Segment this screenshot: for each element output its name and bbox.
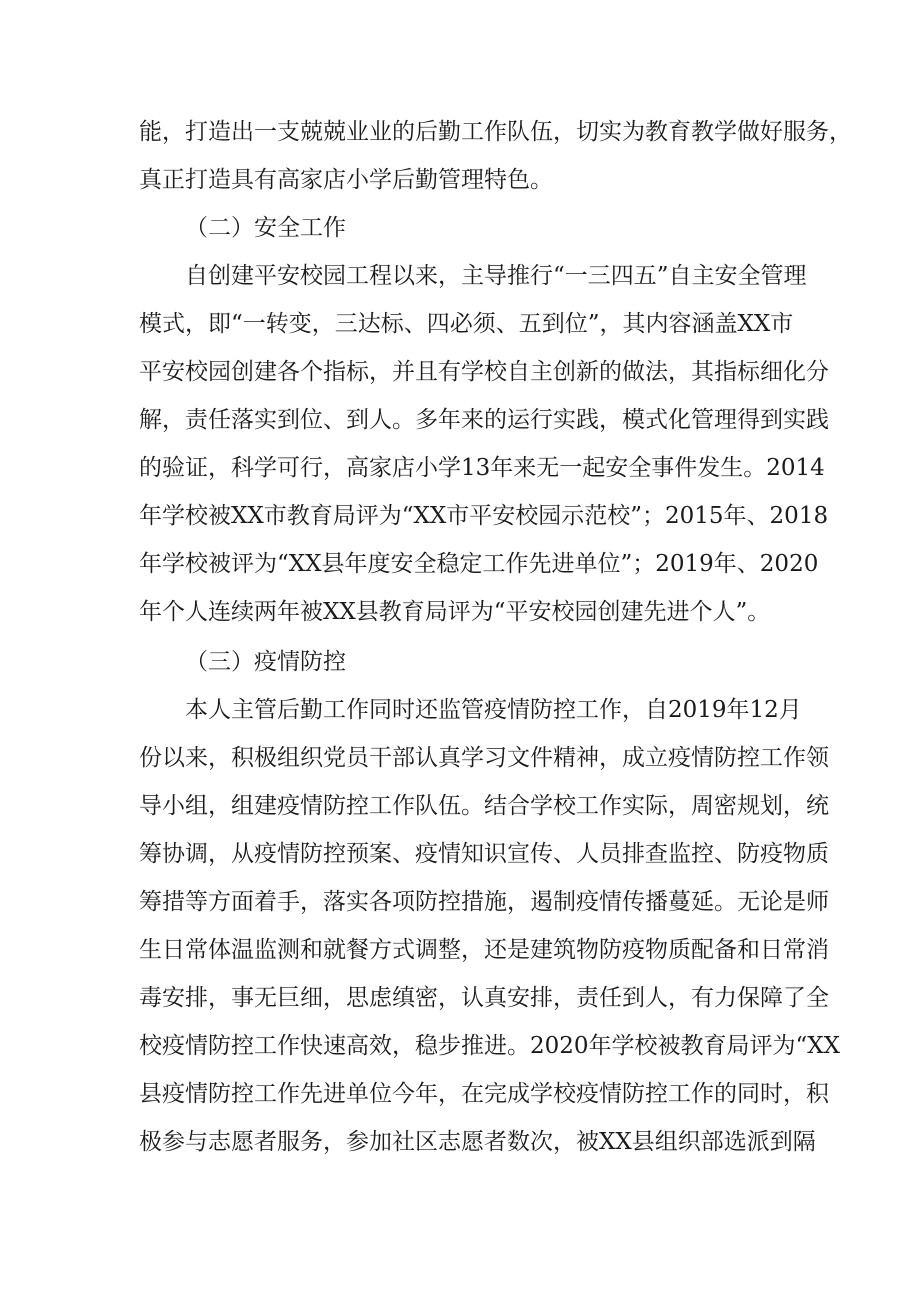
paragraph-3-line-4: 筹协调，从疫情防控预案、疫情知识宣传、人员排查监控、防疫物质 xyxy=(139,841,829,867)
paragraph-1-line-1: 能，打造出一支兢兢业业的后勤工作队伍，切实为教育教学做好服务， xyxy=(139,119,852,145)
paragraph-3-line-3: 导小组，组建疫情防控工作队伍。结合学校工作实际，周密规划，统 xyxy=(139,793,829,819)
paragraph-2-line-1: 自创建平安校园工程以来，主导推行“一三四五”自主安全管理 xyxy=(185,263,807,289)
section-heading-epidemic: （三）疫情防控 xyxy=(185,649,346,675)
paragraph-2-line-6: 年学校被XX市教育局评为“XX市平安校园示范校”；2015年、2018 xyxy=(139,503,829,529)
paragraph-3-line-10: 极参与志愿者服务，参加社区志愿者数次，被XX县组织部选派到隔 xyxy=(139,1129,816,1155)
paragraph-2-line-2: 模式，即“一转变，三达标、四必须、五到位”，其内容涵盖XX市 xyxy=(139,311,794,337)
paragraph-2-line-8: 年个人连续两年被XX县教育局评为“平安校园创建先进个人”。 xyxy=(139,599,771,625)
section-heading-safety: （二）安全工作 xyxy=(185,215,346,241)
paragraph-3-line-1: 本人主管后勤工作同时还监管疫情防控工作，自2019年12月 xyxy=(185,697,802,723)
paragraph-3-line-8: 校疫情防控工作快速高效，稳步推进。2020年学校被教育局评为“XX xyxy=(139,1033,841,1059)
paragraph-3-line-2: 份以来，积极组织党员干部认真学习文件精神，成立疫情防控工作领 xyxy=(139,745,829,771)
paragraph-2-line-4: 解，责任落实到位、到人。多年来的运行实践，模式化管理得到实践 xyxy=(139,407,829,433)
paragraph-2-line-3: 平安校园创建各个指标，并且有学校自主创新的做法，其指标细化分 xyxy=(139,359,829,385)
paragraph-1-line-2: 真正打造具有高家店小学后勤管理特色。 xyxy=(139,167,553,193)
paragraph-3-line-9: 县疫情防控工作先进单位今年，在完成学校疫情防控工作的同时，积 xyxy=(139,1081,829,1107)
paragraph-3-line-5: 筹措等方面着手，落实各项防控措施，遏制疫情传播蔓延。无论是师 xyxy=(139,889,829,915)
paragraph-2-line-7: 年学校被评为“XX县年度安全稳定工作先进单位”；2019年、2020 xyxy=(139,551,819,577)
paragraph-3-line-7: 毒安排，事无巨细，思虑缜密，认真安排，责任到人，有力保障了全 xyxy=(139,985,829,1011)
paragraph-2-line-5: 的验证，科学可行，高家店小学13年来无一起安全事件发生。2014 xyxy=(139,455,825,481)
paragraph-3-line-6: 生日常体温监测和就餐方式调整，还是建筑物防疫物质配备和日常消 xyxy=(139,937,829,963)
